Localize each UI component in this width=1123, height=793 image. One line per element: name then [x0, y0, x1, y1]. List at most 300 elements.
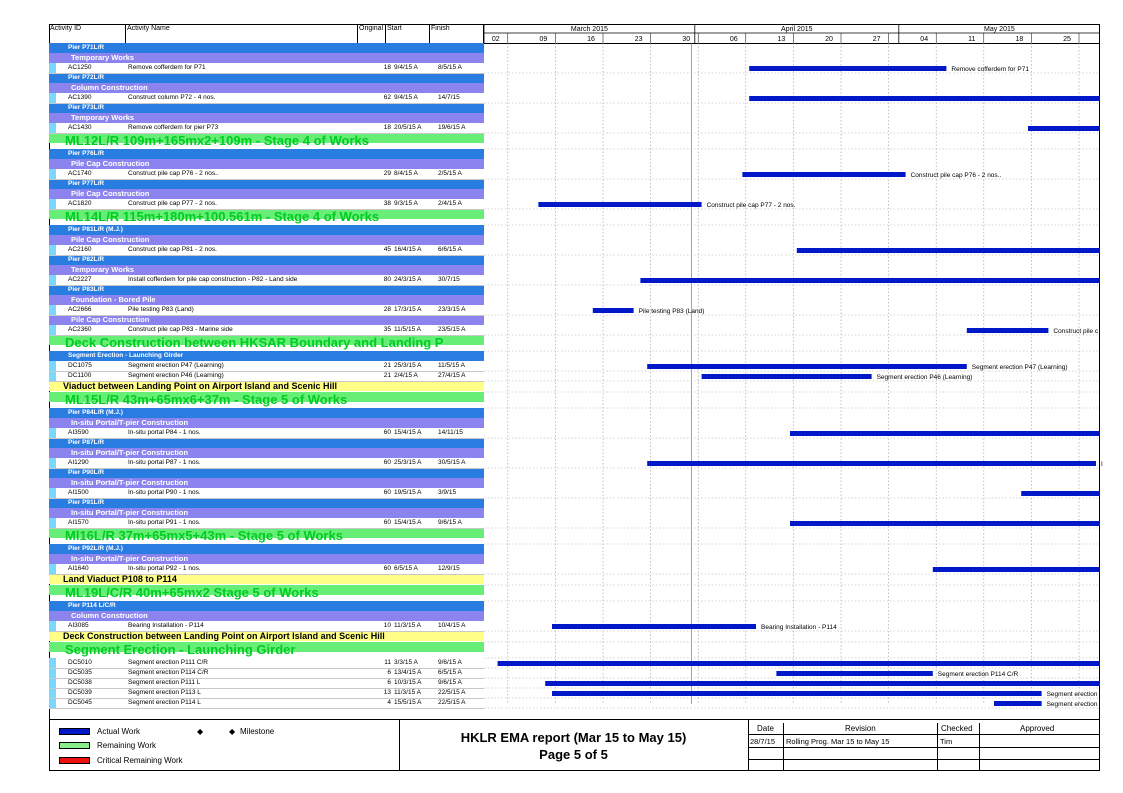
start-cell: 25/3/15 A — [394, 362, 422, 369]
activity-name-cell: Construct pile cap P77 - 2 nos. — [128, 200, 217, 207]
wbs-title: Pier P77L/R — [68, 180, 105, 187]
finish-cell: 9/6/15 A — [438, 659, 462, 666]
wbs-title: Pier P82L/R — [68, 256, 105, 263]
row-cells — [49, 688, 484, 698]
row-cells — [49, 458, 484, 468]
activity-name-cell: In-situ portal P91 - 1 nos. — [128, 519, 201, 526]
duration-cell: 38 — [383, 200, 391, 207]
row-cells — [49, 518, 484, 528]
bar-label: I — [1101, 461, 1103, 468]
row-cells — [49, 498, 484, 508]
bar-label: Segment erection P47 (Learning) — [971, 364, 1068, 371]
actual-work-bar[interactable] — [790, 521, 1100, 526]
finish-cell: 23/3/15 A — [438, 306, 466, 313]
wbs-title: In-situ Portal/T-pier Construction — [71, 508, 189, 517]
rev-line-1 — [748, 734, 1100, 735]
activity-id-cell: DC5010 — [68, 659, 92, 666]
rev-entry-checked: Tim — [940, 737, 953, 746]
col-header-activity-name: Activity Name — [126, 24, 358, 43]
row-cells — [49, 169, 484, 179]
wbs-title: Temporary Works — [71, 113, 135, 122]
wbs-title: Pile Cap Construction — [71, 315, 150, 324]
row-cells — [49, 564, 484, 574]
bar-label: Segment erection — [1046, 691, 1098, 698]
rev-header-approved: Approved — [1020, 724, 1055, 733]
wbs-title: In-situ Portal/T-pier Construction — [71, 554, 189, 563]
activity-name-cell: In-situ portal P90 - 1 nos. — [128, 489, 201, 496]
start-cell: 11/3/15 A — [394, 689, 421, 696]
wbs-band-title: ML14L/R 115m+180m+100.561m - Stage 4 of Works — [65, 209, 380, 224]
duration-cell: 10 — [383, 622, 391, 629]
row-cells — [49, 189, 484, 199]
row-cells — [49, 528, 484, 543]
row-cells — [49, 245, 484, 255]
wbs-title: In-situ Portal/T-pier Construction — [71, 448, 189, 457]
finish-cell: 30/5/15 A — [438, 459, 466, 466]
finish-cell: 11/5/15 A — [438, 362, 465, 369]
finish-cell: 22/5/15 A — [438, 689, 466, 696]
actual-work-bar[interactable] — [552, 624, 756, 629]
row-separator — [49, 73, 484, 74]
activity-id-cell: DC5039 — [68, 689, 92, 696]
actual-work-bar[interactable] — [776, 671, 932, 676]
legend-critical-swatch — [59, 757, 90, 764]
row-cells — [49, 678, 484, 688]
actual-work-bar[interactable] — [790, 431, 1100, 436]
row-separator — [49, 209, 484, 210]
rev-line-2 — [748, 747, 1100, 748]
row-cells — [49, 448, 484, 458]
row-separator — [49, 315, 484, 316]
activity-name-cell: In-situ portal P84 - 1 nos. — [128, 429, 201, 436]
row-separator — [49, 103, 484, 104]
actual-work-bar[interactable] — [593, 308, 634, 313]
duration-cell: 35 — [383, 326, 391, 333]
duration-cell: 28 — [383, 306, 391, 313]
wbs-title: Column Construction — [71, 83, 148, 92]
row-cells — [49, 642, 484, 657]
activity-name-cell: Construct pile cap P83 - Marine side — [128, 326, 233, 333]
row-cells — [49, 133, 484, 148]
row-separator — [49, 688, 484, 689]
wbs-band-title: Segment Erection - Launching Girder — [65, 642, 296, 657]
actual-work-bar[interactable] — [742, 172, 905, 177]
row-separator — [49, 678, 484, 679]
gantt-chart — [484, 43, 1103, 708]
milestone-diamond-icon: ◆ — [197, 727, 204, 736]
start-cell: 3/3/15 A — [394, 659, 418, 666]
finish-cell: 2/4/15 A — [438, 200, 462, 207]
legend-remaining-swatch — [59, 742, 90, 749]
week-label: 04 — [920, 36, 929, 43]
wbs-band-title: ML15L/R 43m+65mx6+37m - Stage 5 of Works — [65, 392, 348, 407]
row-cells — [49, 658, 484, 668]
activity-id-cell: DC1075 — [68, 362, 92, 369]
row-cells — [49, 554, 484, 564]
activity-name-cell: Remove cofferdem for P71 — [128, 64, 206, 71]
finish-cell: 9/6/15 A — [438, 519, 462, 526]
wbs-band-title: Ml16L/R 37m+65mx5+43m - Stage 5 of Works — [65, 528, 343, 543]
start-cell: 8/4/15 A — [394, 170, 418, 177]
wbs-title: Pier P90L/R — [68, 469, 105, 476]
finish-cell: 8/5/15 A — [438, 64, 462, 71]
legend-actual-label: Actual Work — [97, 727, 140, 736]
actual-work-bar[interactable] — [749, 66, 946, 71]
duration-cell: 45 — [383, 246, 391, 253]
activity-id-cell: AI1290 — [68, 459, 89, 466]
wbs-band-title: Deck Construction between HKSAR Boundary and Landing P — [65, 335, 444, 350]
start-cell: 15/4/15 A — [394, 519, 422, 526]
row-separator — [49, 698, 484, 699]
row-cells — [49, 438, 484, 448]
row-cells — [49, 93, 484, 103]
activity-id-cell: AI1640 — [68, 565, 89, 572]
rev-header-date: Date — [757, 724, 774, 733]
rev-entry-revision: Rolling Prog. Mar 15 to May 15 — [786, 737, 890, 746]
row-cells — [49, 544, 484, 554]
row-cells — [49, 381, 484, 391]
wbs-title: Pile Cap Construction — [71, 235, 150, 244]
row-cells — [49, 73, 484, 83]
bar-label: Segment erection — [1046, 701, 1098, 708]
wbs-band-title: ML12L/R 109m+165mx2+109m - Stage 4 of Works — [65, 133, 369, 148]
timeline-header — [484, 24, 1100, 43]
row-separator — [49, 381, 484, 382]
col-header-original: Original — [358, 24, 386, 43]
row-cells — [49, 179, 484, 189]
row-separator — [49, 468, 484, 469]
finish-cell: 9/6/15 A — [438, 679, 462, 686]
actual-work-bar[interactable] — [702, 374, 872, 379]
footer-top-line — [49, 719, 1100, 720]
actual-work-bar[interactable] — [552, 691, 1042, 696]
duration-cell: 6 — [387, 679, 391, 686]
finish-cell: 6/6/15 A — [438, 246, 462, 253]
activity-id-cell: AC1430 — [68, 124, 92, 131]
start-cell: 16/4/15 A — [394, 246, 422, 253]
activity-id-cell: AI1500 — [68, 489, 89, 496]
col-header-finish: Finish — [430, 24, 484, 43]
bar-label: Segment erection P114 C/R — [937, 671, 1019, 678]
actual-work-bar[interactable] — [933, 567, 1100, 572]
activity-id-cell: DC5035 — [68, 669, 92, 676]
month-label: May 2015 — [984, 26, 1015, 33]
row-cells — [49, 255, 484, 265]
row-cells — [49, 285, 484, 295]
row-cells — [49, 83, 484, 93]
finish-cell: 22/5/15 A — [438, 699, 466, 706]
wbs-title: Pier P92L/R (M.J.) — [68, 545, 123, 552]
start-cell: 19/5/15 A — [394, 489, 422, 496]
finish-cell: 10/4/15 A — [438, 622, 466, 629]
rev-header-revision: Revision — [845, 724, 876, 733]
start-cell: 15/5/15 A — [394, 699, 422, 706]
duration-cell: 29 — [383, 170, 391, 177]
wbs-band-title: ML19L/C/R 40m+65mx2 Stage 5 of Works — [65, 585, 319, 600]
duration-cell: 60 — [383, 429, 391, 436]
wbs-title: Pier P87L/R — [68, 439, 105, 446]
col-header-start: Start — [386, 24, 430, 43]
start-cell: 20/5/15 A — [394, 124, 422, 131]
wbs-title: Pier P84L/R (M.J.) — [68, 409, 123, 416]
activity-name-cell: In-situ portal P92 - 1 nos. — [128, 565, 201, 572]
row-separator — [49, 668, 484, 669]
row-cells — [49, 668, 484, 678]
finish-cell: 6/5/15 A — [438, 669, 462, 676]
rev-line-3 — [748, 759, 1100, 760]
legend-milestone-label: Milestone — [240, 727, 275, 736]
week-label: 02 — [491, 36, 500, 43]
row-cells — [49, 488, 484, 498]
activity-name-cell: Segment erection P47 (Learning) — [128, 362, 224, 369]
row-separator — [49, 179, 484, 180]
row-cells — [49, 585, 484, 600]
rev-col-3 — [979, 723, 980, 771]
activity-name-cell: Remove cofferdem for pier P73 — [128, 124, 219, 131]
row-separator — [49, 335, 484, 336]
row-separator — [49, 255, 484, 256]
week-label: 18 — [1015, 36, 1024, 43]
actual-work-bar[interactable] — [640, 278, 1100, 283]
wbs-title: Pier P91L/R — [68, 499, 105, 506]
actual-work-bar[interactable] — [994, 701, 1042, 706]
activity-id-cell: AI3590 — [68, 429, 89, 436]
row-cells — [49, 621, 484, 631]
month-label: March 2015 — [570, 26, 608, 33]
row-cells — [49, 335, 484, 350]
activity-id-cell: DC1100 — [68, 372, 92, 379]
activity-name-cell: Pile testing P83 (Land) — [128, 306, 194, 313]
row-cells — [49, 611, 484, 621]
start-cell: 11/5/15 A — [394, 326, 421, 333]
wbs-title: In-situ Portal/T-pier Construction — [71, 418, 189, 427]
bar-label: Construct pile c — [1053, 328, 1099, 335]
row-cells — [49, 392, 484, 407]
finish-cell: 2/5/15 A — [438, 170, 462, 177]
bar-label: Pile testing P83 (Land) — [638, 308, 705, 315]
start-cell: 10/3/15 A — [394, 679, 422, 686]
duration-cell: 4 — [387, 699, 391, 706]
row-cells — [49, 371, 484, 381]
wbs-title: Foundation - Bored Pile — [71, 295, 156, 304]
duration-cell: 21 — [383, 372, 391, 379]
activity-name-cell: Install cofferdem for pile cap construction - P82 - Land side — [128, 276, 298, 283]
row-cells — [49, 63, 484, 73]
row-cells — [49, 265, 484, 275]
duration-cell: 62 — [383, 94, 391, 101]
rev-header-checked: Checked — [941, 724, 973, 733]
activity-name-cell: Bearing Installation - P114 — [128, 622, 204, 629]
duration-cell: 60 — [383, 489, 391, 496]
duration-cell: 60 — [383, 519, 391, 526]
row-cells — [49, 149, 484, 159]
row-cells — [49, 225, 484, 235]
row-separator — [49, 438, 484, 439]
row-cells — [49, 351, 484, 361]
finish-cell: 30/7/15 — [438, 276, 460, 283]
activity-name-cell: Segment erection P113 L — [128, 689, 201, 696]
bar-label: Construct pile cap P77 - 2 nos. — [706, 202, 796, 209]
finish-cell: 23/5/15 A — [438, 326, 466, 333]
activity-name-cell: Construct pile cap P76 - 2 nos.. — [128, 170, 219, 177]
start-cell: 9/4/15 A — [394, 64, 418, 71]
start-cell: 2/4/15 A — [394, 372, 418, 379]
activity-id-cell: AC1250 — [68, 64, 92, 71]
week-label: 11 — [968, 36, 976, 43]
actual-work-bar[interactable] — [498, 661, 1100, 666]
rev-col-1 — [783, 723, 784, 771]
row-cells — [49, 123, 484, 133]
row-separator — [49, 133, 484, 134]
rev-col-2 — [937, 723, 938, 771]
week-label: 27 — [872, 36, 881, 43]
week-label: 16 — [587, 36, 595, 43]
row-cells — [49, 315, 484, 325]
duration-cell: 21 — [383, 362, 391, 369]
start-cell: 13/4/15 A — [394, 669, 422, 676]
wbs-title: Pier P76L/R — [68, 150, 105, 157]
actual-work-bar[interactable] — [647, 461, 1096, 466]
row-cells — [49, 209, 484, 224]
activity-id-cell: AI1570 — [68, 519, 89, 526]
row-cells — [49, 408, 484, 418]
legend-actual-swatch — [59, 728, 90, 735]
activity-name-cell: In-situ portal P87 - 1 nos. — [128, 459, 201, 466]
actual-work-bar[interactable] — [797, 248, 1100, 253]
activity-id-cell: AI3085 — [68, 622, 89, 629]
start-cell: 15/4/15 A — [394, 429, 422, 436]
wbs-title: Segment Erection - Launching Girder — [68, 352, 184, 359]
actual-work-bar[interactable] — [647, 364, 967, 369]
row-cells — [49, 631, 484, 641]
duration-cell: 80 — [383, 276, 391, 283]
finish-cell: 3/9/15 — [438, 489, 457, 496]
bar-label: Segment erection P46 (Learning) — [876, 374, 973, 381]
footer-divider-left — [399, 719, 400, 771]
start-cell: 11/3/15 A — [394, 622, 421, 629]
row-separator — [49, 498, 484, 499]
row-cells — [49, 235, 484, 245]
activity-name-cell: Segment erection P114 C/R — [128, 669, 209, 676]
wbs-title: Pile Cap Construction — [71, 159, 150, 168]
start-cell: 9/4/15 A — [394, 94, 418, 101]
wbs-title: Temporary Works — [71, 265, 135, 274]
report-title: HKLR EMA report (Mar 15 to May 15) — [460, 730, 687, 745]
row-cells — [49, 698, 484, 708]
duration-cell: 60 — [383, 565, 391, 572]
activity-id-cell: AC2666 — [68, 306, 92, 313]
duration-cell: 6 — [387, 669, 391, 676]
row-cells — [49, 574, 484, 584]
activity-id-cell: AC2160 — [68, 246, 92, 253]
row-cells — [49, 305, 484, 315]
row-cells — [49, 295, 484, 305]
week-label: 30 — [682, 36, 691, 43]
actual-work-bar[interactable] — [749, 96, 1100, 101]
row-cells — [49, 601, 484, 611]
legend-critical-label: Critical Remaining Work — [97, 756, 183, 765]
row-cells — [49, 478, 484, 488]
actual-work-bar[interactable] — [538, 202, 701, 207]
row-separator — [49, 631, 484, 632]
duration-cell: 13 — [383, 689, 391, 696]
row-cells — [49, 468, 484, 478]
report-page: Page 5 of 5 — [539, 747, 608, 762]
activity-name-cell: Segment erection P46 (Learning) — [128, 372, 224, 379]
activity-name-cell: Construct pile cap P81 - 2 nos. — [128, 246, 217, 253]
row-cells — [49, 199, 484, 209]
finish-cell: 14/11/15 — [438, 429, 463, 436]
footer-divider-right — [748, 719, 749, 771]
row-cells — [49, 418, 484, 428]
wbs-title: Pier P114 L/C/R — [68, 602, 116, 609]
row-cells — [49, 43, 484, 53]
actual-work-bar[interactable] — [967, 328, 1049, 333]
activity-id-cell: AC2227 — [68, 276, 92, 283]
rev-entry-date: 28/7/15 — [750, 737, 776, 746]
activity-name-cell: Segment erection P114 L — [128, 699, 201, 706]
row-separator — [49, 371, 484, 372]
finish-cell: 19/6/15 A — [438, 124, 466, 131]
duration-cell: 11 — [384, 659, 391, 666]
section-title: Land Viaduct P108 to P114 — [63, 574, 177, 584]
actual-work-bar[interactable] — [1021, 491, 1100, 496]
actual-work-bar[interactable] — [1028, 126, 1100, 131]
activity-name-cell: Segment erection P111 C/R — [128, 659, 208, 666]
row-cells — [49, 103, 484, 113]
section-title: Deck Construction between Landing Point on Airport Island and Scenic Hill — [63, 631, 385, 641]
bar-label: Bearing Installation - P114 — [761, 624, 837, 631]
row-cells — [49, 325, 484, 335]
week-label: 23 — [634, 36, 643, 43]
finish-cell: 14/7/15 — [438, 94, 460, 101]
week-label: 20 — [825, 36, 833, 43]
row-separator — [49, 708, 484, 709]
activity-name-cell: Construct column P72 - 4 nos. — [128, 94, 216, 101]
wbs-title: Temporary Works — [71, 53, 135, 62]
start-cell: 25/3/15 A — [394, 459, 422, 466]
week-label: 09 — [539, 36, 548, 43]
row-cells — [49, 275, 484, 285]
row-cells — [49, 428, 484, 438]
wbs-title: Pier P81L/R (M.J.) — [68, 226, 123, 233]
week-label: 25 — [1063, 36, 1071, 43]
row-cells — [49, 159, 484, 169]
row-separator — [49, 528, 484, 529]
activity-id-cell: AC1390 — [68, 94, 92, 101]
activity-id-cell: AC1820 — [68, 200, 92, 207]
activity-name-cell: Segment erection P111 L — [128, 679, 201, 686]
wbs-title: In-situ Portal/T-pier Construction — [71, 478, 189, 487]
week-label: 06 — [729, 36, 738, 43]
row-separator — [49, 574, 484, 575]
section-title: Viaduct between Landing Point on Airport Island and Scenic Hill — [63, 381, 338, 391]
wbs-title: Pier P72L/R — [68, 74, 105, 81]
row-cells — [49, 508, 484, 518]
duration-cell: 18 — [383, 124, 391, 131]
finish-cell: 27/4/15 A — [438, 372, 466, 379]
row-separator — [49, 285, 484, 286]
wbs-title: Pier P83L/R — [68, 286, 105, 293]
duration-cell: 18 — [383, 64, 391, 71]
month-label: April 2015 — [781, 26, 813, 33]
wbs-title: Pier P71L/R — [68, 44, 105, 51]
actual-work-bar[interactable] — [545, 681, 1100, 686]
milestone-diamond-icon-2: ◆ — [229, 727, 236, 736]
wbs-title: Pier P73L/R — [68, 104, 105, 111]
wbs-title: Column Construction — [71, 611, 148, 620]
activity-id-cell: DC5045 — [68, 699, 92, 706]
